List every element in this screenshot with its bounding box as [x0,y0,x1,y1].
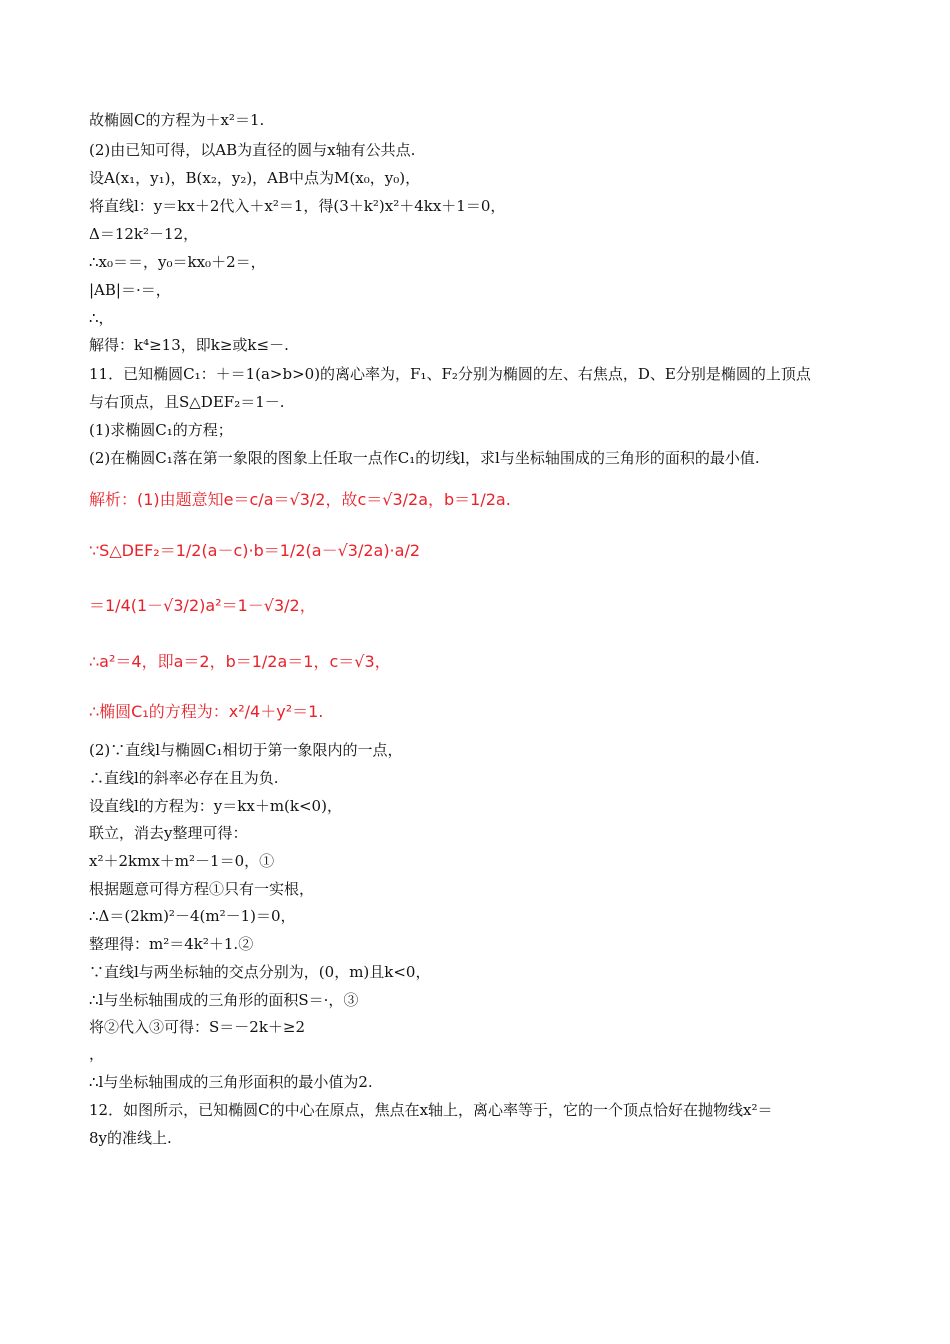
text-line [89,168,890,188]
line-text: ∴l与坐标轴围成的三角形的面积S＝·，③ [89,991,359,1009]
text-line [89,990,890,1010]
line-text: 设直线l的方程为：y＝kx＋m(k<0)， [89,797,342,815]
text-line [89,796,890,816]
line-text: 解得：k⁴≥13，即k≥或k≤－. [89,336,289,354]
text-line [89,962,890,982]
problem-11-line [89,448,890,468]
text-line [89,768,890,788]
solution-line [89,582,890,626]
line-text: 11．已知椭圆C₁：＋＝1(a>b>0)的离心率为，F₁、F₂分别为椭圆的左、右焦点，D、E分别是椭圆的上顶点 [89,365,811,383]
line-text: (1)求椭圆C₁的方程； [89,421,233,439]
text-line [89,823,890,843]
text-line [89,879,890,899]
line-text: ∵直线l与两坐标轴的交点分别为，(0，m)且k<0， [89,963,431,981]
text-line [89,308,890,328]
text-line [89,252,890,272]
line-text: ∴， [89,309,114,327]
line-text: (2)在椭圆C₁落在第一象限的图象上任取一点作C₁的切线l，求l与坐标轴围成的三角形的面积的最小值. [89,449,760,467]
text-line [89,1072,890,1092]
line-text: ∴椭圆C₁的方程为：x²/4＋y²＝1. [89,701,324,721]
line-text: 整理得：m²＝4k²＋1.② [89,935,254,953]
line-text: ∴l与坐标轴围成的三角形面积的最小值为2. [89,1073,373,1091]
problem-11-line [89,364,890,384]
line-text: Δ＝12k²－12， [89,225,199,243]
problem-11-line [89,420,890,440]
line-text: 8y的准线上. [89,1129,172,1147]
text-line [89,851,890,871]
line-text: ， [89,1045,105,1063]
line-text: 12．如图所示，已知椭圆C的中心在原点，焦点在x轴上，离心率等于，它的一个顶点恰好在抛物线x²＝ [89,1101,773,1119]
line-text: ∵S△DEF₂＝1/2(a－c)·b＝1/2(a－√3/2a)·a/2 [89,540,421,560]
text-line [89,280,890,300]
problem-12-line [89,1128,890,1148]
line-text: |AB|＝·＝， [89,281,171,299]
line-text: 解析：(1)由题意知e＝c/a＝√3/2，故c＝√3/2a，b＝1/2a. [89,489,511,509]
text-line [89,140,890,160]
text-line [89,934,890,954]
line-text: ＝1/4(1－√3/2)a²＝1－√3/2， [89,595,316,615]
line-text: (2)由已知可得，以AB为直径的圆与x轴有公共点. [89,141,416,159]
solution-line [89,478,890,518]
line-text: (2)∵直线l与椭圆C₁相切于第一象限内的一点， [89,741,403,759]
line-text: ∴Δ＝(2km)²－4(m²－1)＝0， [89,907,296,925]
line-text: 故椭圆C的方程为＋x²＝1. [89,111,265,129]
text-line [89,1044,890,1064]
line-text: 将直线l：y＝kx＋2代入＋x²＝1，得(3＋k²)x²＋4kx＋1＝0， [89,197,506,215]
text-line [89,335,890,355]
problem-11-line [89,392,890,412]
solution-line [89,690,890,730]
line-text: 根据题意可得方程①只有一实根， [89,880,315,898]
text-line [89,110,890,130]
line-text: 将②代入③可得：S＝－2k＋≥2 [89,1018,306,1036]
line-text: x²＋2kmx＋m²－1＝0，① [89,852,275,870]
line-text: ∴直线l的斜率必存在且为负. [89,769,279,787]
text-line [89,906,890,926]
solution-line [89,527,890,571]
line-text: 与右顶点，且S△DEF₂＝1－. [89,393,285,411]
text-line [89,196,890,216]
text-line [89,740,890,760]
line-text: ∴x₀＝＝，y₀＝kx₀＋2＝， [89,253,266,271]
line-text: ∴a²＝4，即a＝2，b＝1/2a＝1，c＝√3， [89,651,391,671]
text-line [89,1017,890,1037]
text-line [89,224,890,244]
solution-line [89,640,890,680]
line-text: 设A(x₁，y₁)，B(x₂，y₂)，AB中点为M(x₀，y₀)， [89,169,421,187]
line-text: 联立，消去y整理可得： [89,824,248,842]
problem-12-line [89,1100,890,1120]
